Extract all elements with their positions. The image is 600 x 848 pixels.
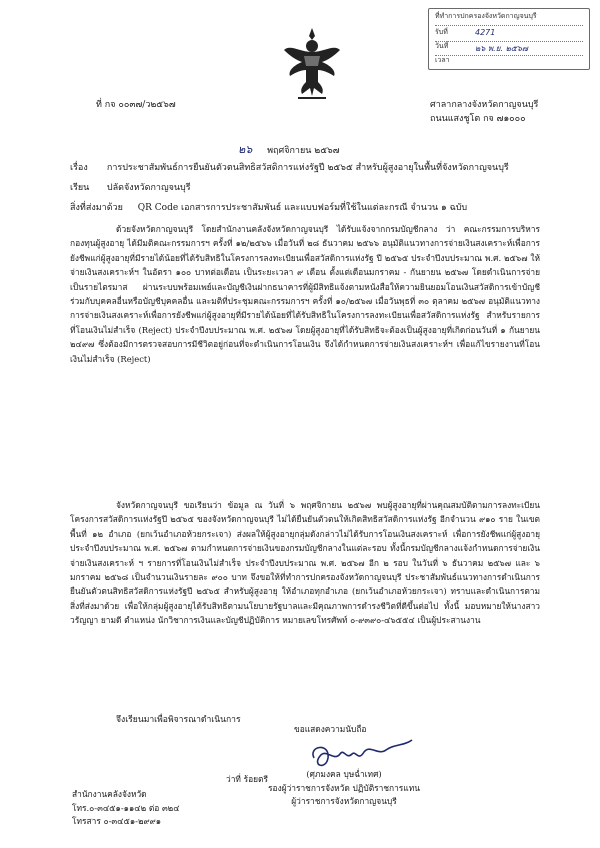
- attachment-text: QR Code เอกสารการประชาสัมพันธ์ และแบบฟอร์มที่ใช้ในแต่ละกรณี จำนวน ๑ ฉบับ: [137, 203, 468, 213]
- to-row: [70, 180, 191, 194]
- stamp-office-line: [435, 11, 583, 26]
- paragraph-2-text: จังหวัดกาญจนบุรี ขอเรียนว่า ข้อมูล ณ วันที่ ๖ พฤศจิกายน ๒๕๖๗ พบผู้สูงอายุที่ผ่านคุณสมบัติตามการลงทะเบียนโครงการสวัสดิการแห่งรัฐปี ๒๕๖๕ ของจังหวัดกาญจนบุรี ไม่ได้ยืนยันตัวตนให้เกิดสิทธิสวัสดิการแห่งรัฐ อีกจำนวน ๙๑๐ ราย ในเขตพื้นที่ ๑๒ อำเภอ (ยกเว้นอำเภอห้วยกระเจา) ส่งผลให้ผู้สูงอายุกลุ่มดังกล่าวไม่ได้รับการโอนเงินสงเคราะห์ เพื่อการยังชีพแก่ผู้สูงอายุ ประจำปีงบประมาณ พ.ศ. ๒๕๖๗ ตามกำหนดการจ่ายเงินของกรมบัญชีกลางในแต่ละรอบ ทั้งนี้กรมบัญชีกลางแจ้งกำหนดการจ่ายเงินจ่ายเงินสงเคราะห์ ฯ รายการที่โอนเงินไม่สำเร็จ ประจำปีงบประมาณ พ.ศ. ๒๕๖๗ อีก ๒ รอบ ในวันที่ ๖ ธันวาคม ๒๕๖๗ และ ๖ มกราคม ๒๕๖๘ เป็นจำนวนเงินรายละ ๙๐๐ บาท จึงขอให้ที่ทำการปกครองจังหวัดกาญจนบุรี ประชาสัมพันธ์แนวทางการดำเนินการยืนยันตัวตนสิทธิสวัสดิการแห่งรัฐปี ๒๕๖๕ สำหรับผู้สูงอายุ ให้อำเภอทุกอำเภอ (ยกเว้นอำเภอห้วยกระเจา) ทราบและดำเนินการตามสิ่งที่ส่งมาด้วย เพื่อให้กลุ่มผู้สูงอายุได้รับสิทธิตามนโยบายรัฐบาลและมีคุณภาพการดำรงชีวิตที่ดีขึ้นต่อไป ทั้งนี้ มอบหมายให้นางสาววรัญญา ยามดี ตำแหน่ง นักวิชาการเงินและบัญชีปฏิบัติการ หมายเลขโทรศัพท์ ๐-๙๓๙๐-๔๖๕๕๔ เป็นผู้ประสานงาน: [70, 500, 540, 626]
- stamp-date-label: วันที่: [435, 42, 449, 50]
- signer-block: [234, 768, 454, 809]
- closing-line: จึงเรียนมาเพื่อพิจารณาดำเนินการ: [116, 715, 241, 725]
- office-tel: โทร.๐-๓๔๕๑-๑๑๔๒ ต่อ ๓๒๔: [72, 802, 180, 813]
- garuda-emblem-icon: [282, 26, 342, 102]
- receipt-stamp: [428, 8, 590, 70]
- document-number: ที่ กจ ๐๐๓๗/ว๒๕๖๗: [96, 100, 176, 110]
- sender-line-2: ถนนแสงชูโต กจ ๗๑๐๐๐: [430, 114, 526, 124]
- body-paragraph-2: [70, 498, 540, 628]
- stamp-date: ๒๖ พ.ย. ๒๕๖๗: [475, 44, 528, 53]
- office-name: สำนักงานคลังจังหวัด: [72, 789, 147, 799]
- date-day: ๒๖: [238, 143, 253, 156]
- to-text: ปลัดจังหวัดกาญจนบุรี: [106, 183, 191, 193]
- stamp-receive-label: รับที่: [435, 28, 448, 36]
- stamp-receive-no: 4271: [475, 28, 496, 37]
- document-date: [238, 140, 340, 158]
- signer-rank: ว่าที่ ร้อยตรี: [226, 774, 268, 784]
- subject-text: การประชาสัมพันธ์การยืนยันตัวตนสิทธิสวัสดิการแห่งรัฐปี ๒๕๖๕ สำหรับผู้สูงอายุในพื้นที่จังหวัดกาญจนบุรี: [106, 163, 509, 173]
- signer-position-2: ผู้ว่าราชการจังหวัดกาญจนบุรี: [291, 796, 397, 807]
- regards-line: ขอแสดงความนับถือ: [294, 724, 367, 734]
- stamp-office: ที่ทำการปกครองจังหวัดกาญจนบุรี: [435, 12, 537, 20]
- sender-address: [430, 98, 538, 126]
- sender-line-1: ศาลากลางจังหวัดกาญจนบุรี: [430, 100, 539, 110]
- subject-row: [70, 160, 509, 174]
- date-text: พฤศจิกายน ๒๕๖๗: [267, 146, 340, 156]
- to-label: เรียน: [70, 183, 90, 193]
- attachment-row: [70, 200, 467, 214]
- subject-label: เรื่อง: [70, 163, 88, 173]
- office-fax: โทรสาร ๐-๓๔๕๑-๒๙๙๑: [72, 816, 162, 827]
- signer-name: (ศุภมงคล บุษฉ่ำเทศ): [306, 769, 382, 779]
- body-paragraph-1: [70, 222, 540, 366]
- stamp-time-line: [435, 55, 583, 69]
- stamp-time-label: เวลา: [435, 56, 450, 64]
- paragraph-1-text: ด้วยจังหวัดกาญจนบุรี โดยสำนักงานคลังจังหวัดกาญจนบุรี ได้รับแจ้งจากกรมบัญชีกลาง ว่า คณะกรรมการบริหารกองทุนผู้สูงอายุ ได้มีมติคณะกรรมการฯ ครั้งที่ ๑๒/๒๕๖๖ เมื่อวันที่ ๒๘ ธันวาคม ๒๕๖๖ อนุมัติแนวทางการจ่ายเงินสงเคราะห์เพื่อการยังชีพแก่ผู้สูงอายุที่มีรายได้น้อยที่ได้รับสิทธิในโครงการลงทะเบียนเพื่อสวัสดิการแห่งรัฐ ปี ๒๕๖๕ ประจำปีงบประมาณ พ.ศ. ๒๕๖๗ ให้จ่ายเงินสงเคราะห์ฯ ในอัตรา ๑๐๐ บาทต่อเดือน เป็นระยะเวลา ๙ เดือน ตั้งแต่เดือนมกราคม - กันยายน ๒๕๖๗ โดยดำเนินการจ่ายเป็นรายไตรมาส ผ่านระบบพร้อมเพย์และบัญชีเงินฝากธนาคารที่ผู้มีสิทธิแจ้งตามหนังสือให้ความยินยอมโอนเงินสวัสดิการเข้าบัญชีร่วมกับบุคคลอื่นหรือบัญชีบุคคลอื่น และมติที่ประชุมคณะกรรมการฯ ครั้งที่ ๑๐/๒๕๖๗ เมื่อวันพุธที่ ๓๐ ตุลาคม ๒๕๖๗ อนุมัติแนวทางการจ่ายเงินสงเคราะห์เพื่อการยังชีพแก่ผู้สูงอายุที่มีรายได้น้อยที่ได้รับสิทธิในโครงการลงทะเบียนเพื่อสวัสดิการแห่งรัฐ สำหรับรายการที่โอนเงินไม่สำเร็จ (Reject) ประจำปีงบประมาณ พ.ศ. ๒๕๖๗ โดยผู้สูงอายุที่ได้รับสิทธิจะต้องเป็นผู้สูงอายุที่เกิดก่อนวันที่ ๑ กันยายน ๒๔๙๗ ซึ่งต้องมีการตรวจสอบการมีชีวิตอยู่ก่อนที่จะดำเนินการโอนเงิน จึงได้กำหนดการจ่ายเงินสงเคราะห์ฯ เพื่อแก้ไขรายงานที่โอนเงินไม่สำเร็จ (Reject): [70, 224, 540, 364]
- stamp-date-line: [435, 41, 583, 56]
- attachment-label: สิ่งที่ส่งมาด้วย: [70, 203, 123, 213]
- office-contact: [72, 788, 180, 829]
- signer-position-1: รองผู้ว่าราชการจังหวัด ปฏิบัติราชการแทน: [268, 782, 420, 793]
- stamp-receive-line: [435, 27, 583, 42]
